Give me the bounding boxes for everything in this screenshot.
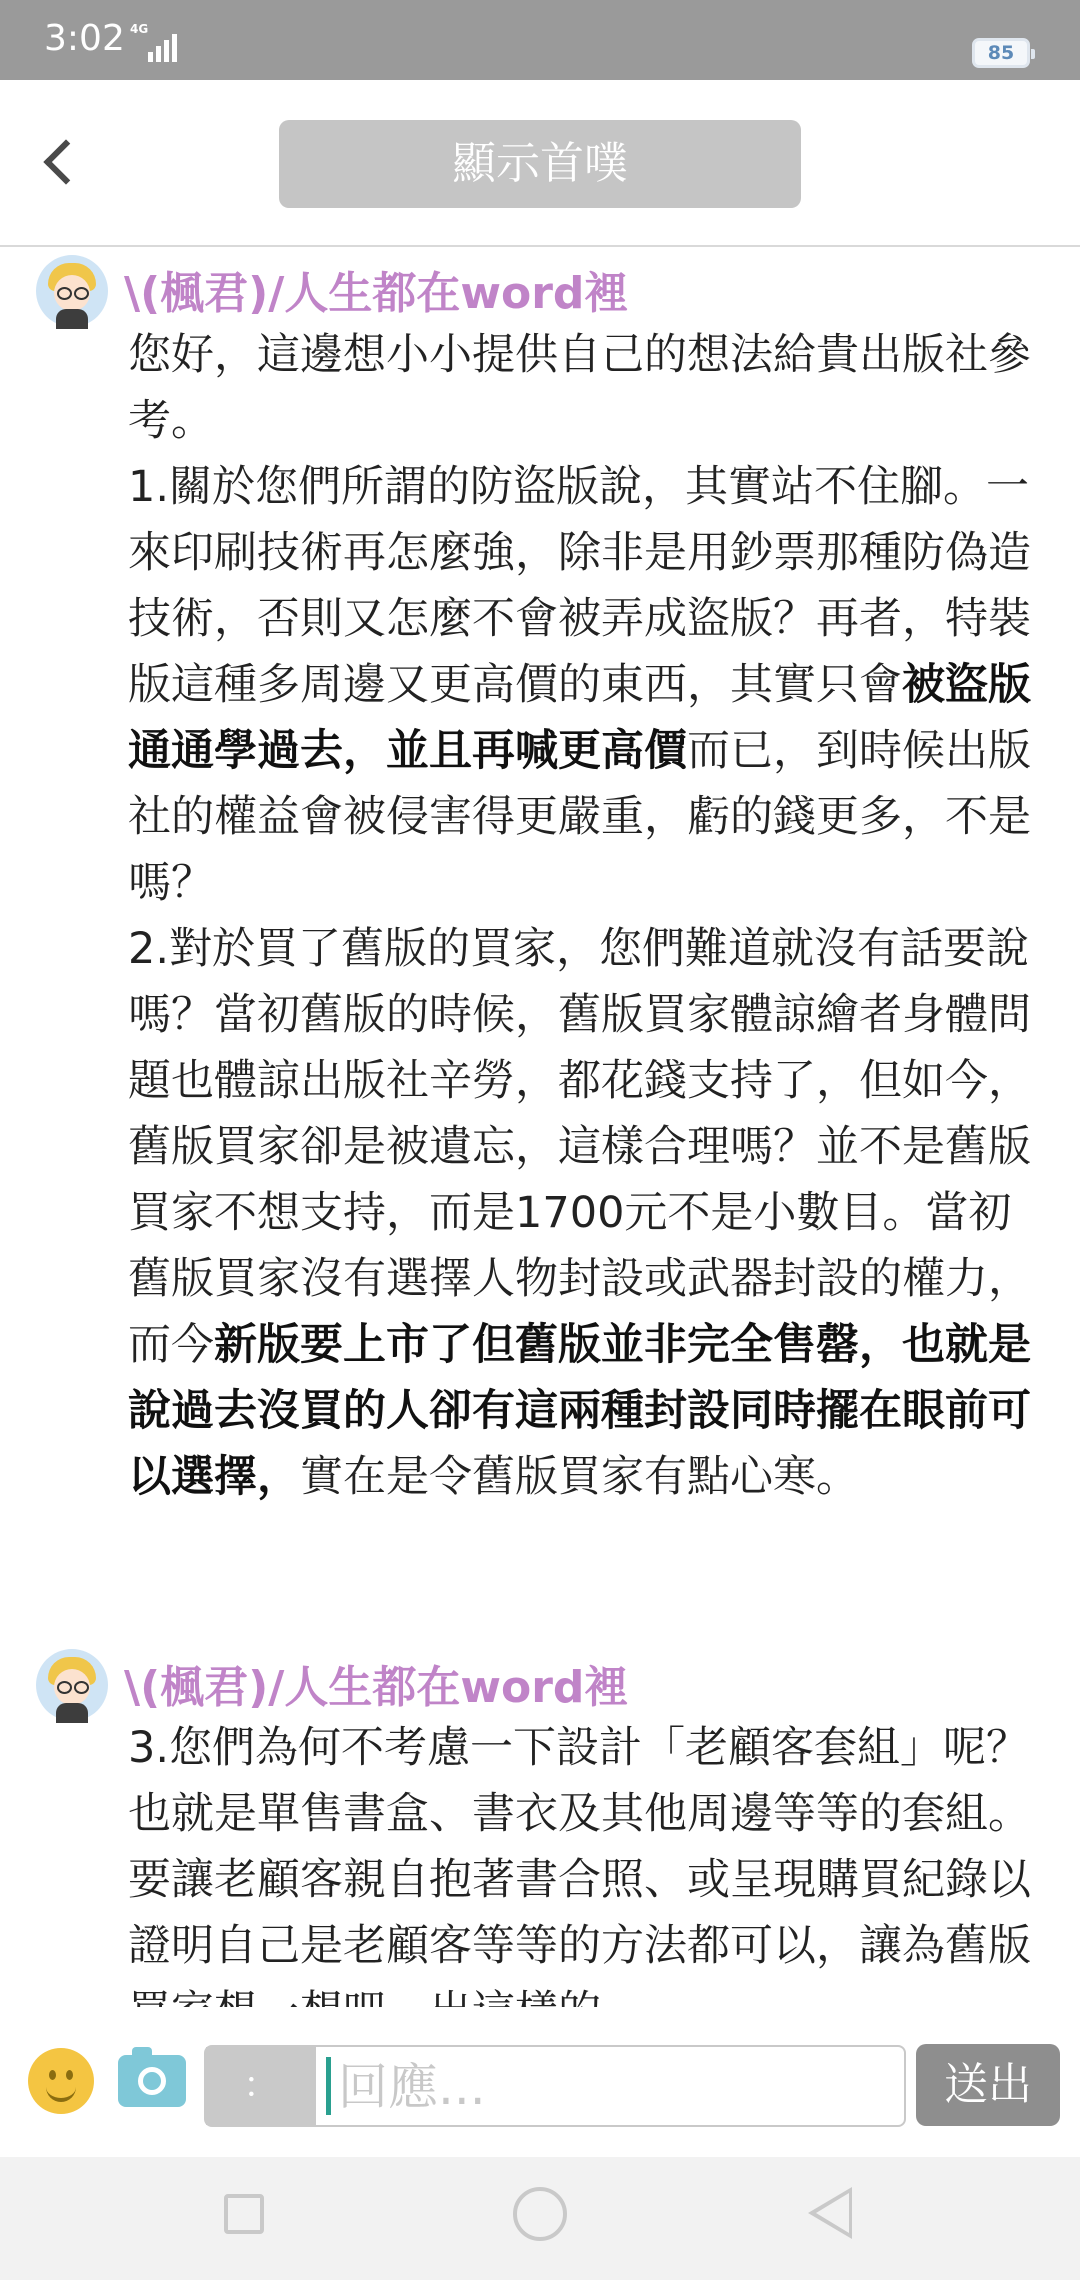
paragraph: 1.關於您們所謂的防盜版說，其實站不住腳。一來印刷技術再怎麼強，除非是用鈔票那種防偽造技術，否則又怎麼不會被弄成盜版？再者，特裝版這種多周邊又更高價的東西，其實只會被盜版通通學過去，並且再喊更高價而已，到時候出版社的權益會被侵害得更嚴重，虧的錢更多，不是嗎？ bbox=[128, 462, 1031, 908]
username[interactable]: \(楓君)/人生都在word裡 bbox=[124, 1662, 629, 1713]
reply-text bbox=[128, 1715, 1038, 2045]
camera-icon[interactable] bbox=[118, 2055, 186, 2107]
home-icon[interactable] bbox=[513, 2187, 567, 2241]
reply-text bbox=[128, 322, 1038, 1510]
back-triangle-icon[interactable] bbox=[808, 2187, 852, 2239]
username[interactable]: \(楓君)/人生都在word裡 bbox=[124, 268, 629, 319]
signal-icon bbox=[128, 22, 188, 62]
top-header bbox=[0, 80, 1080, 247]
paragraph: 2.對於買了舊版的買家，您們難道就沒有話要說嗎？當初舊版的時候，舊版買家體諒繪者身體問題也體諒出版社辛勞，都花錢支持了，但如今，舊版買家卻是被遺忘，這樣合理嗎？並不是舊版買家不想支持，而是1700元不是小數目。當初舊版買家沒有選擇人物封設或武器封設的權力，而今新版要上市了但舊版並非完全售罄，也就是說過去沒買的人卻有這兩種封設同時擺在眼前可以選擇，實在是令舊版買家有點心寒。 bbox=[128, 924, 1031, 1502]
battery-level: 85 bbox=[987, 42, 1015, 64]
status-bar bbox=[0, 0, 1080, 80]
network-type: 4G bbox=[130, 22, 149, 36]
show-home-button[interactable]: 顯示首噗 bbox=[279, 120, 801, 208]
system-nav-bar bbox=[0, 2157, 1080, 2280]
recent-apps-icon[interactable] bbox=[224, 2194, 264, 2234]
avatar[interactable] bbox=[36, 1649, 108, 1721]
reply-list[interactable] bbox=[0, 247, 1080, 2007]
reply-field[interactable] bbox=[204, 2045, 906, 2127]
reply-input-bar bbox=[0, 2007, 1080, 2157]
paragraph: 3.您們為何不考慮一下設計「老顧客套組」呢？也就是單售書盒、書衣及其他周邊等等的套組。要讓老顧客親自抱著書合照、或呈現購買紀錄以證明自己是老顧客等等的方法都可以，讓為舊版 bbox=[128, 1723, 1031, 1971]
bold-text: 新版要上市了但舊版並非完全售罄，也就是說過去沒買的人卻有這兩種封設同時擺在眼前可以選擇， bbox=[128, 1320, 1031, 1502]
avatar[interactable] bbox=[36, 255, 108, 327]
reply-input[interactable] bbox=[336, 2047, 900, 2127]
battery-icon bbox=[972, 38, 1030, 68]
back-button[interactable] bbox=[36, 136, 86, 196]
bold-text: 被盜版通通學過去，並且再喊更高價 bbox=[128, 660, 1031, 776]
send-button[interactable]: 送出 bbox=[916, 2044, 1060, 2126]
qualifier-selector[interactable]: ： bbox=[206, 2047, 316, 2125]
status-time: 3:02 bbox=[44, 18, 125, 59]
text-caret bbox=[326, 2057, 331, 2115]
emoji-icon[interactable] bbox=[28, 2048, 94, 2114]
paragraph: 您好，這邊想小小提供自己的想法給貴出版社參考。 bbox=[128, 330, 1031, 446]
